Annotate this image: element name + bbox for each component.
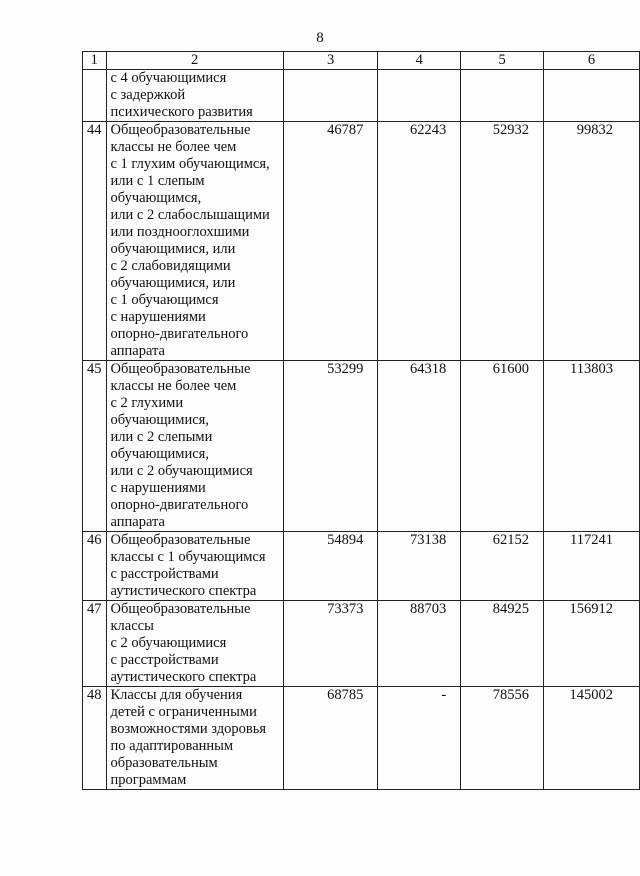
- description-line: классы с 1 обучающимся: [110, 549, 266, 565]
- description-line: с задержкой: [110, 87, 186, 103]
- description-line: психического развития: [110, 104, 253, 120]
- description-line: обучающимися, или: [110, 241, 236, 257]
- value-cell-col5: 78556: [461, 687, 544, 790]
- description-line: аутистического спектра: [110, 669, 257, 685]
- row-number-cell: 47: [83, 601, 107, 687]
- table-row: [83, 361, 640, 532]
- description-line: Общеобразовательные: [110, 532, 251, 548]
- description-line: классы не более чем: [110, 139, 237, 155]
- table-row: [83, 122, 640, 361]
- description-line: опорно-двигательного: [110, 497, 249, 513]
- value-cell-col6: [544, 70, 640, 122]
- description-cell: [106, 361, 283, 532]
- description-line: по адаптированным: [110, 738, 234, 754]
- value-cell-col6: 145002: [544, 687, 640, 790]
- description-cell: [106, 601, 283, 687]
- value-cell-col6: 113803: [544, 361, 640, 532]
- description-line: Классы для обучения: [110, 687, 243, 703]
- description-line: с 1 обучающимся: [110, 292, 219, 308]
- description-line: классы: [110, 618, 154, 634]
- table-row: [83, 70, 640, 122]
- header-cell-5: 5: [461, 52, 544, 70]
- description-line: Общеобразовательные: [110, 122, 251, 138]
- description-line: с 4 обучающимися: [110, 70, 227, 86]
- value-cell-col3: 73373: [283, 601, 378, 687]
- header-cell-1: 1: [83, 52, 107, 70]
- value-cell-col6: 99832: [544, 122, 640, 361]
- description-cell: [106, 70, 283, 122]
- header-cell-6: 6: [544, 52, 640, 70]
- row-number-cell: 44: [83, 122, 107, 361]
- table-header-row: [83, 52, 640, 70]
- description-line: программам: [110, 772, 187, 788]
- description-line: возможностями здоровья: [110, 721, 267, 737]
- description-line: с 2 глухими: [110, 395, 184, 411]
- value-cell-col3: 53299: [283, 361, 378, 532]
- description-line: аутистического спектра: [110, 583, 257, 599]
- description-line: классы не более чем: [110, 378, 237, 394]
- description-line: аппарата: [110, 343, 165, 359]
- table-row: [83, 532, 640, 601]
- description-line: или с 2 слабослышащими: [110, 207, 270, 223]
- description-line: опорно-двигательного: [110, 326, 249, 342]
- description-cell: [106, 122, 283, 361]
- value-cell-col4: 62243: [378, 122, 461, 361]
- description-cell: [106, 532, 283, 601]
- page-number: 8: [316, 30, 324, 46]
- row-number-cell: 45: [83, 361, 107, 532]
- value-cell-col4: 64318: [378, 361, 461, 532]
- value-cell-col4: 88703: [378, 601, 461, 687]
- description-line: или с 2 слепыми: [110, 429, 213, 445]
- header-cell-4: 4: [378, 52, 461, 70]
- value-cell-col3: [283, 70, 378, 122]
- description-line: с нарушениями: [110, 309, 206, 325]
- table-row: [83, 601, 640, 687]
- description-line: с 2 обучающимися: [110, 635, 227, 651]
- description-line: обучающимися, или: [110, 275, 236, 291]
- description-line: с нарушениями: [110, 480, 206, 496]
- description-line: с расстройствами: [110, 652, 219, 668]
- value-cell-col3: 54894: [283, 532, 378, 601]
- description-line: или с 2 обучающимися: [110, 463, 253, 479]
- value-cell-col5: 52932: [461, 122, 544, 361]
- description-line: Общеобразовательные: [110, 601, 251, 617]
- value-cell-col5: [461, 70, 544, 122]
- value-cell-col4: [378, 70, 461, 122]
- description-cell: [106, 687, 283, 790]
- row-number-cell: 46: [83, 532, 107, 601]
- description-line: с 1 глухим обучающимся,: [110, 156, 270, 172]
- description-line: с расстройствами: [110, 566, 219, 582]
- description-line: или позднооглохшими: [110, 224, 250, 240]
- row-number-cell: 48: [83, 687, 107, 790]
- value-cell-col4: -: [378, 687, 461, 790]
- value-cell-col5: 62152: [461, 532, 544, 601]
- value-cell-col6: 156912: [544, 601, 640, 687]
- description-line: обучающимися,: [110, 446, 209, 462]
- table-row: [83, 687, 640, 790]
- header-cell-3: 3: [283, 52, 378, 70]
- description-line: с 2 слабовидящими: [110, 258, 231, 274]
- description-line: аппарата: [110, 514, 165, 530]
- data-table: [82, 51, 640, 790]
- header-cell-2: 2: [106, 52, 283, 70]
- description-line: обучающимися,: [110, 412, 209, 428]
- description-line: образовательным: [110, 755, 218, 771]
- description-line: Общеобразовательные: [110, 361, 251, 377]
- description-line: или с 1 слепым: [110, 173, 205, 189]
- value-cell-col3: 46787: [283, 122, 378, 361]
- value-cell-col6: 117241: [544, 532, 640, 601]
- value-cell-col5: 84925: [461, 601, 544, 687]
- value-cell-col3: 68785: [283, 687, 378, 790]
- description-line: детей с ограниченными: [110, 704, 257, 720]
- value-cell-col5: 61600: [461, 361, 544, 532]
- row-number-cell: [83, 70, 107, 122]
- description-line: обучающимся,: [110, 190, 202, 206]
- value-cell-col4: 73138: [378, 532, 461, 601]
